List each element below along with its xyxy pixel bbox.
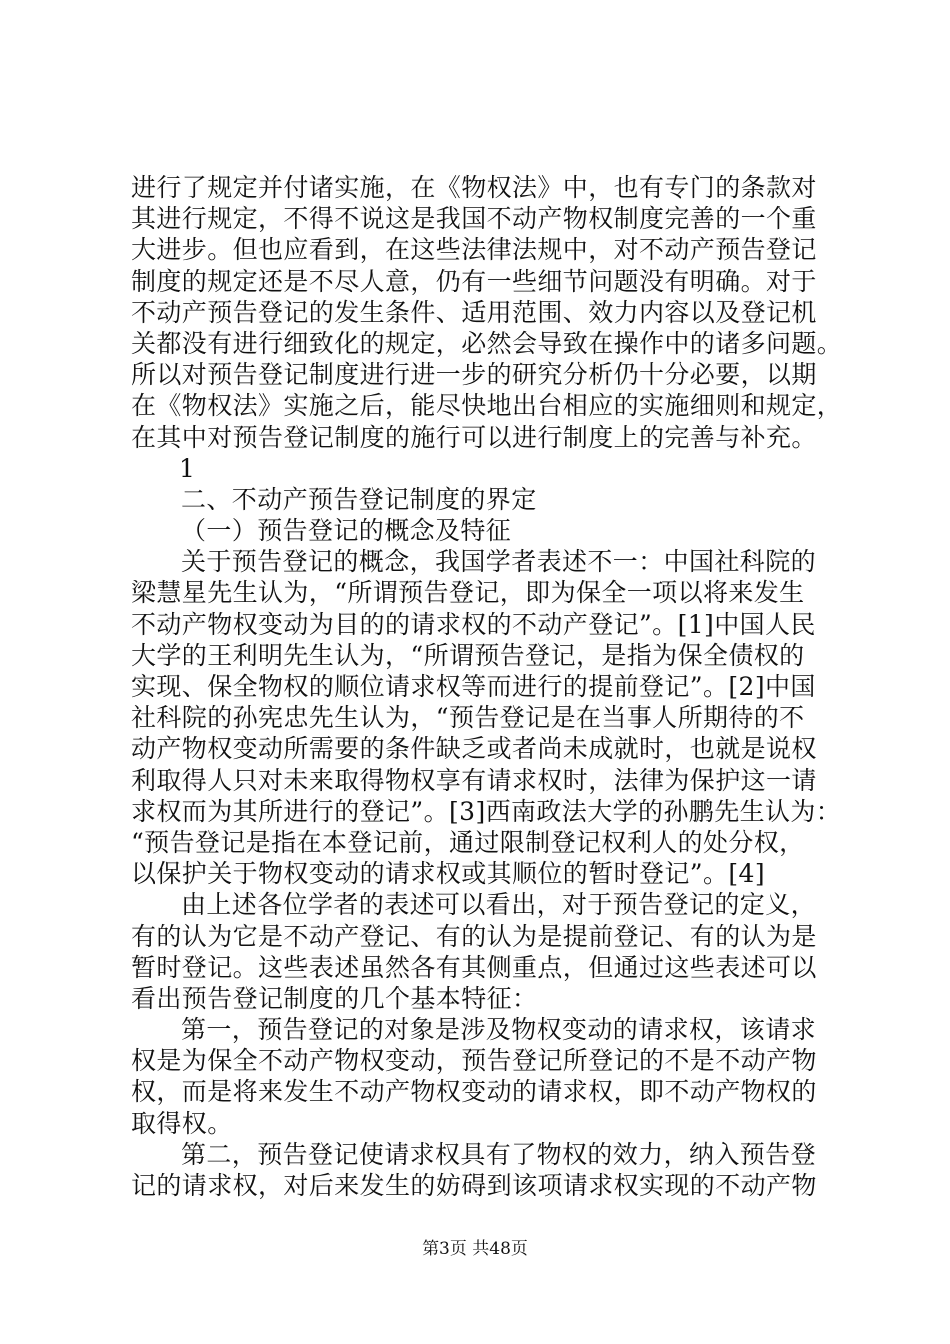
section-heading: 二、不动产预告登记制度的界定: [181, 484, 537, 514]
body-line: 进行了规定并付诸实施，在《物权法》中，也有专门的条款对: [131, 173, 817, 202]
footnote-number: 1: [179, 453, 196, 483]
body-line: 梁慧星先生认为，“所谓预告登记，即为保全一项以将来发生: [131, 578, 805, 608]
body-line: 关于预告登记的概念，我国学者表述不一：中国社科院的: [181, 547, 817, 577]
body-line: 大进步。但也应看到，在这些法律法规中，对不动产预告登记: [131, 235, 817, 265]
document-body: [131, 172, 843, 1201]
body-line: 其进行规定，不得不说这是我国不动产物权制度完善的一个重: [131, 204, 817, 234]
body-line: 暂时登记。这些表述虽然各有其侧重点，但通过这些表述可以: [131, 952, 817, 982]
body-line: 由上述各位学者的表述可以看出，对于预告登记的定义，: [181, 890, 817, 920]
body-line: 利取得人只对未来取得物权享有请求权时，法律为保护这一请: [131, 765, 817, 795]
body-line: 权是为保全不动产物权变动，预告登记所登记的不是不动产物: [131, 1046, 817, 1076]
subsection-heading: （一）预告登记的概念及特征: [181, 516, 512, 546]
body-line: 关都没有进行细致化的规定，必然会导致在操作中的诸多问题。: [131, 328, 843, 358]
body-line: 以保护关于物权变动的请求权或其顺位的暂时登记”。[4]: [131, 859, 765, 889]
body-line: 看出预告登记制度的几个基本特征：: [131, 983, 538, 1013]
body-line: 社科院的孙宪忠先生认为，“预告登记是在当事人所期待的不: [131, 703, 805, 733]
body-line: 记的请求权，对后来发生的妨碍到该项请求权实现的不动产物: [131, 1171, 817, 1200]
page-footer: 第3页 共48页: [422, 1239, 528, 1259]
body-line: 大学的王利明先生认为，“所谓预告登记，是指为保全债权的: [131, 640, 805, 670]
body-line: 所以对预告登记制度进行进一步的研究分析仍十分必要，以期: [131, 360, 817, 390]
body-line: 实现、保全物权的顺位请求权等而进行的提前登记”。[2]中国: [131, 672, 816, 701]
body-line: 制度的规定还是不尽人意，仍有一些细节问题没有明确。对于: [131, 266, 817, 296]
body-line: 不动产物权变动为目的的请求权的不动产登记”。[1]中国人民: [131, 609, 816, 639]
body-line: 求权而为其所进行的登记”。[3]西南政法大学的孙鹏先生认为：: [131, 796, 842, 826]
body-line: 有的认为它是不动产登记、有的认为是提前登记、有的认为是: [131, 921, 817, 951]
body-line: 在《物权法》实施之后，能尽快地出台相应的实施细则和规定，: [131, 391, 843, 421]
body-line: 第二，预告登记使请求权具有了物权的效力，纳入预告登: [181, 1139, 817, 1169]
body-line: “预告登记是指在本登记前，通过限制登记权利人的处分权，: [131, 827, 805, 857]
body-line: 权，而是将来发生不动产物权变动的请求权，即不动产物权的: [131, 1077, 817, 1107]
body-line: 第一，预告登记的对象是涉及物权变动的请求权，该请求: [181, 1015, 817, 1045]
body-line: 动产物权变动所需要的条件缺乏或者尚未成就时，也就是说权: [131, 734, 817, 764]
body-line: 不动产预告登记的发生条件、适用范围、效力内容以及登记机: [131, 297, 817, 327]
body-line: 取得权。: [131, 1108, 233, 1138]
body-line: 在其中对预告登记制度的施行可以进行制度上的完善与补充。: [131, 422, 817, 452]
